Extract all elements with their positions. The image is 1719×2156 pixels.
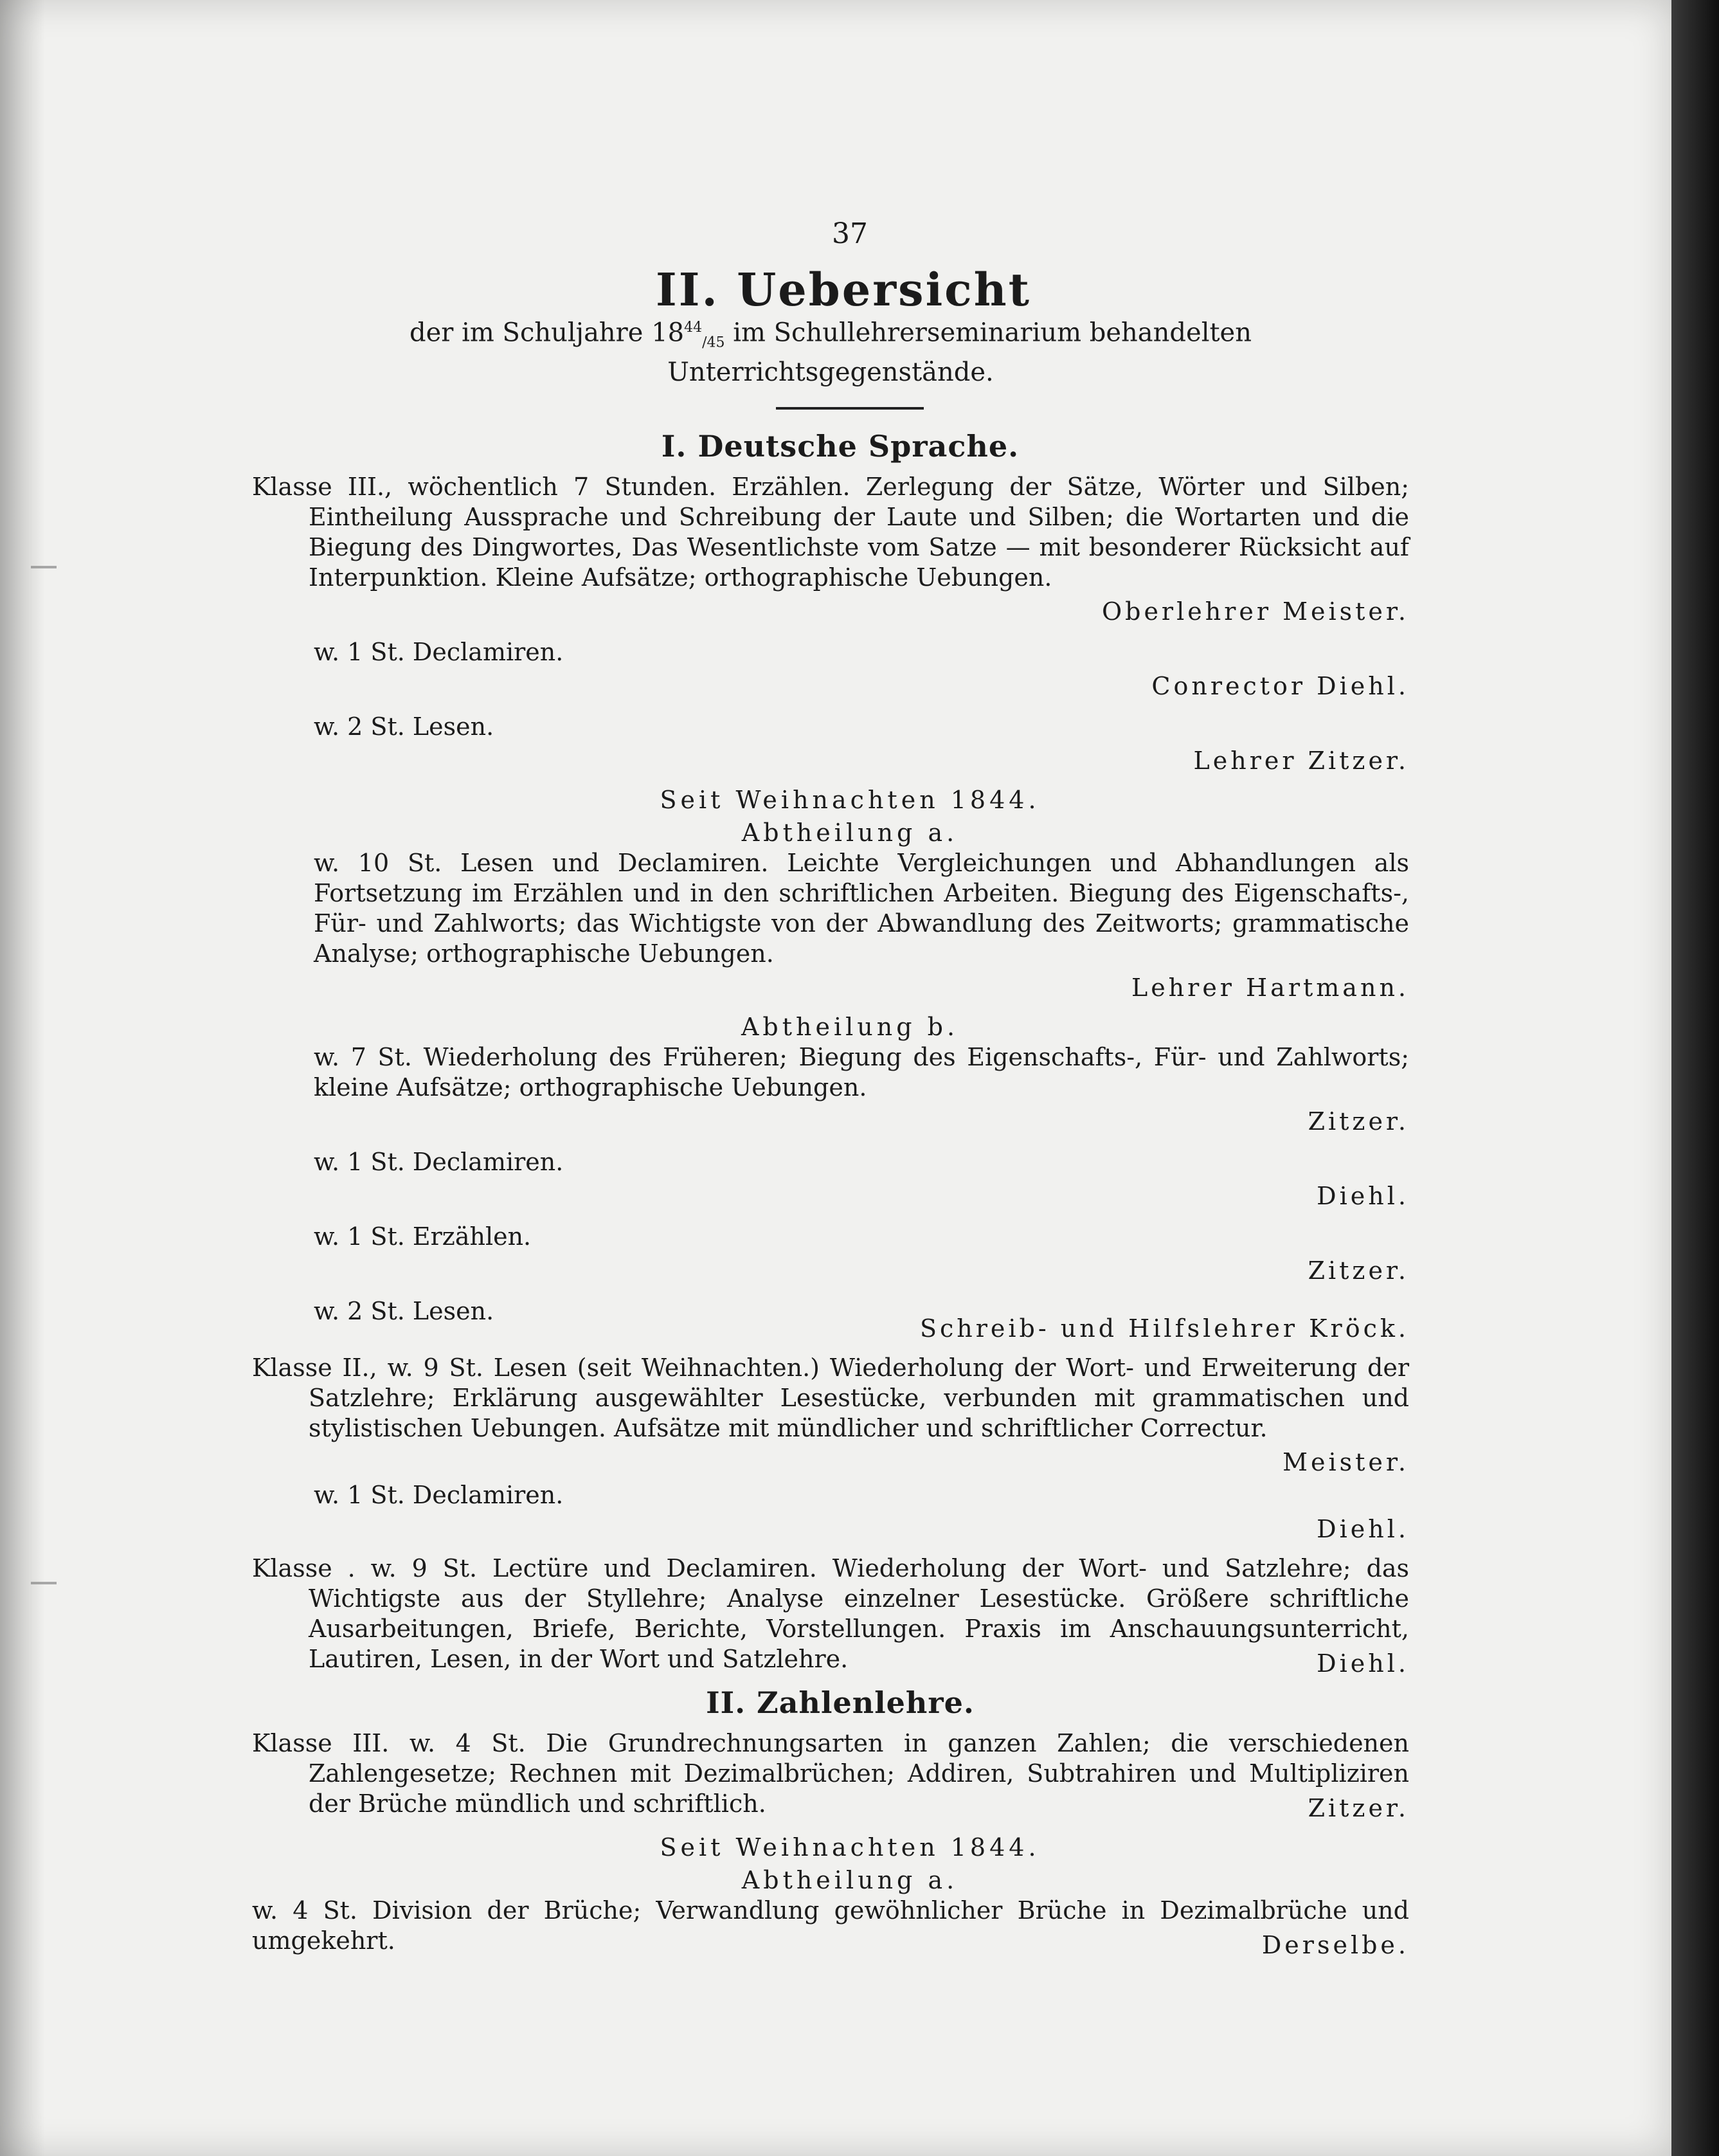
paragraph: Klasse III. w. 4 St. Die Grundrechnungsarten in ganzen Zahlen; die verschiedenen Zahlengesetze; Rechnen mit Dezimalbrüchen; Addiren, Subtrahiren und Multipliziren der Brüche mündlich und schriftlich. [252,1729,1409,1818]
paragraph: w. 1 St. Erzählen. [314,1222,532,1251]
binding-shadow [0,0,45,2156]
page-edge [1671,0,1719,2156]
page-number: 37 [832,217,868,250]
teacher-name: Zitzer. [1308,1107,1409,1136]
page-content [252,219,1409,1970]
stitch-mark [31,1582,57,1584]
paragraph: Klasse . w. 9 St. Lectüre und Declamiren. Wiederholung der Wort- und Satzlehre; das Wichtigste aus der Styllehre; Analyse einzelner Lesestücke. Größere schriftliche Ausarbeitungen, Briefe, Berichte, Vorstellungen. Praxis im Anschauungsunterricht, Lautiren, Lesen, in der Wort und Satzlehre. [252,1554,1409,1674]
paragraph: w. 10 St. Lesen und Declamiren. Leichte Vergleichungen und Abhandlungen als Fortsetzung im Erzählen und in den schriftlichen Arbeiten. Biegung des Eigenschafts-, Für- und Zahlworts; das Wichtigste von der Abwandlung des Zeitworts; grammatische Analyse; orthographische Uebungen. [314,849,1409,968]
teacher-name: Schreib- und Hilfslehrer Kröck. [919,1314,1409,1343]
paragraph: w. 4 St. Division der Brüche; Verwandlung gewöhnlicher Brüche in Dezimalbrüche und umgekehrt. [252,1896,1409,1955]
stitch-mark [31,566,57,568]
paragraph: w. 2 St. Lesen. [314,1297,494,1326]
section-title: I. Deutsche Sprache. [661,429,1020,464]
paragraph: w. 2 St. Lesen. [314,712,494,741]
teacher-name: Oberlehrer Meister. [1101,597,1409,626]
paragraph: Klasse II., w. 9 St. Lesen (seit Weihnachten.) Wiederholung der Wort- und Erweiterung der Satzlehre; Erklärung ausgewählter Lesestücke, verbunden mit grammatischen und stylistischen Uebungen. Aufsätze mit mündlicher und schriftlicher Correctur. [252,1354,1409,1443]
subtitle-sub: /45 [702,334,725,351]
paragraph: w. 7 St. Wiederholung des Früheren; Biegung des Eigenschafts-, Für- und Zahlworts; kleine Aufsätze; orthographische Uebungen. [314,1043,1409,1102]
subtitle-text: der im Schuljahre 18 [410,318,685,348]
paragraph: w. 1 St. Declamiren. [314,1481,564,1510]
teacher-name: Derselbe. [1261,1931,1409,1960]
paragraph: Klasse III., wöchentlich 7 Stunden. Erzählen. Zerlegung der Sätze, Wörter und Silben; Eintheilung Aussprache und Schreibung der Laute und Silben; die Wortarten und die Biegung des Dingwortes, Das Wesentlichste vom Satze — mit besonderer Rücksicht auf Interpunktion. Kleine Aufsätze; orthographische Uebungen. [252,473,1409,592]
subheading: Abtheilung a. [741,819,959,847]
subtitle-sup: 44 [684,320,703,336]
subheading: Seit Weihnachten 1844. [660,786,1040,815]
subheading: Abtheilung b. [741,1013,959,1042]
paragraph: w. 1 St. Declamiren. [314,1148,564,1177]
teacher-name: Lehrer Hartmann. [1131,974,1409,1002]
teacher-name: Diehl. [1317,1515,1409,1544]
teacher-name: Conrector Diehl. [1151,672,1409,701]
subtitle [252,313,1409,388]
divider [776,407,924,410]
subheading: Seit Weihnachten 1844. [660,1833,1040,1862]
teacher-name: Meister. [1282,1448,1409,1477]
paragraph: w. 1 St. Declamiren. [314,638,564,667]
section-title: II. Zahlenlehre. [706,1685,975,1721]
teacher-name: Zitzer. [1308,1794,1409,1823]
teacher-name: Diehl. [1317,1649,1409,1678]
teacher-name: Diehl. [1317,1182,1409,1211]
teacher-name: Zitzer. [1308,1256,1409,1285]
subheading: Abtheilung a. [741,1866,959,1895]
subtitle-text: im Schullehrerseminarium behandelten Unterrichtsgegenstände. [667,318,1252,388]
main-title: II. Uebersicht [655,263,1032,316]
teacher-name: Lehrer Zitzer. [1193,747,1409,775]
